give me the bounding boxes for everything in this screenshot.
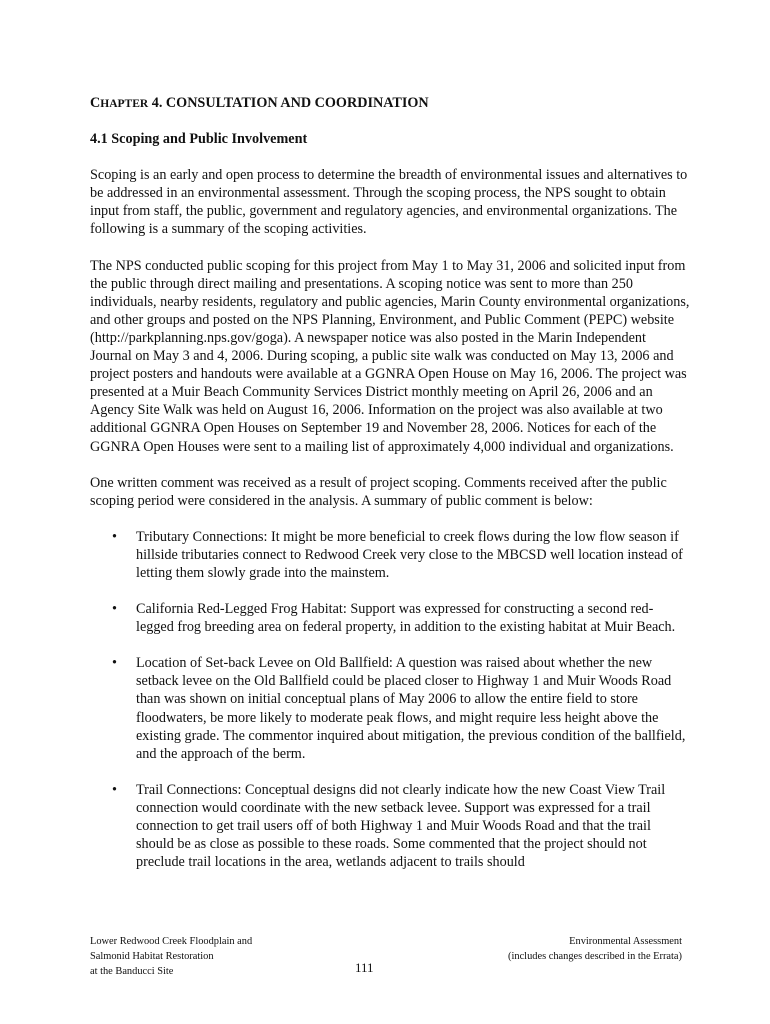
paragraph-public-scoping: The NPS conducted public scoping for this project from May 1 to May 31, 2006 and solicited input from the public through direct mailing and presentations. A scoping notice was sent to more than 250 individuals, nearby residents, regulatory and public agencies, Marin County environmental organizations, and other groups and posted on the NPS Planning, Environment, and Public Comment (PEPC) website (http://parkplanning.nps.gov/goga). A newspaper notice was also posted in the Marin Independent Journal on May 3 and 4, 2006. During scoping, a public site walk was conducted on May 13, 2006 and project posters and handouts were available at a GGNRA Open House on May 16, 2006. The project was presented at a Muir Beach Community Services District monthly meeting on April 26, 2006 and an Agency Site Walk was held on August 16, 2006. Information on the project was also available at two additional GGNRA Open Houses on September 19 and November 28, 2006. Notices for each of the GGNRA Open Houses were sent to a mailing list of approximately 4,000 individual and organizations. xyxy=(90,257,690,455)
footer-document-type xyxy=(508,934,682,964)
bullet-marker: • xyxy=(112,655,117,672)
chapter-prefix-initial: C xyxy=(90,95,101,111)
list-item xyxy=(90,781,690,871)
list-item xyxy=(90,654,690,763)
bullet-text-trail: Trail Connections: Conceptual designs did not clearly indicate how the new Coast View Trail connection would coordinate with the new setback levee. Support was expressed for a trail connection to get trail users off of both Highway 1 and Muir Woods Road and that the trail should be as close as possible to these roads. Some commented that the project should not preclude trail locations in the area, wetlands adjacent to trails should xyxy=(136,781,666,871)
paragraph-comments: One written comment was received as a result of project scoping. Comments received after the public scoping period were considered in the analysis. A summary of public comment is below: xyxy=(90,474,667,509)
footer-right-line: Environmental Assessment xyxy=(569,936,682,947)
footer-left-line: Salmonid Habitat Restoration xyxy=(90,951,214,962)
chapter-title: 4. CONSULTATION AND COORDINATION xyxy=(148,95,429,111)
footer-project-title xyxy=(90,934,252,979)
bullet-text-frog-habitat: California Red-Legged Frog Habitat: Support was expressed for constructing a second red-legged frog breeding area on federal property, in addition to the existing habitat at Muir Beach. xyxy=(136,601,676,636)
paragraph-scoping-intro: Scoping is an early and open process to determine the breadth of environmental issues and alternatives to be addressed in an environmental assessment. Through the scoping process, the NPS sought to obtain input from staff, the public, government and regulatory agencies, and environmental organizations. The following is a summary of the scoping activities. xyxy=(90,167,688,238)
section-title: 4.1 Scoping and Public Involvement xyxy=(90,131,308,148)
chapter-heading xyxy=(90,94,690,113)
bullet-text-levee: Location of Set-back Levee on Old Ballfield: A question was raised about whether the new setback levee on the Old Ballfield could be placed closer to Highway 1 and Muir Woods Road than was shown on initial conceptual plans of May 2006 to allow the entire field to store floodwaters, be more likely to moderate peak flows, and might require less height above the existing grade. The commentor inquired about mitigation, the previous condition of the ballfield, and the approach of the berm. xyxy=(136,655,686,762)
page-number: 111 xyxy=(355,960,374,975)
comment-bullet-list xyxy=(90,528,690,872)
list-item xyxy=(90,600,690,636)
bullet-marker: • xyxy=(112,601,117,618)
footer-right-line: (includes changes described in the Errata) xyxy=(508,951,682,962)
page-content xyxy=(90,94,690,889)
bullet-marker: • xyxy=(112,781,117,798)
bullet-marker: • xyxy=(112,528,117,545)
footer-left-line: Lower Redwood Creek Floodplain and xyxy=(90,936,253,947)
list-item xyxy=(90,528,690,582)
bullet-text-tributary: Tributary Connections: It might be more beneficial to creek flows during the low flow season if hillside tributaries connect to Redwood Creek very close to the MBCSD well location instead of letting them slowly grade into the mainstem. xyxy=(136,528,683,581)
chapter-prefix-smallcaps: HAPTER xyxy=(100,98,149,110)
footer-left-line: at the Banducci Site xyxy=(90,966,174,977)
